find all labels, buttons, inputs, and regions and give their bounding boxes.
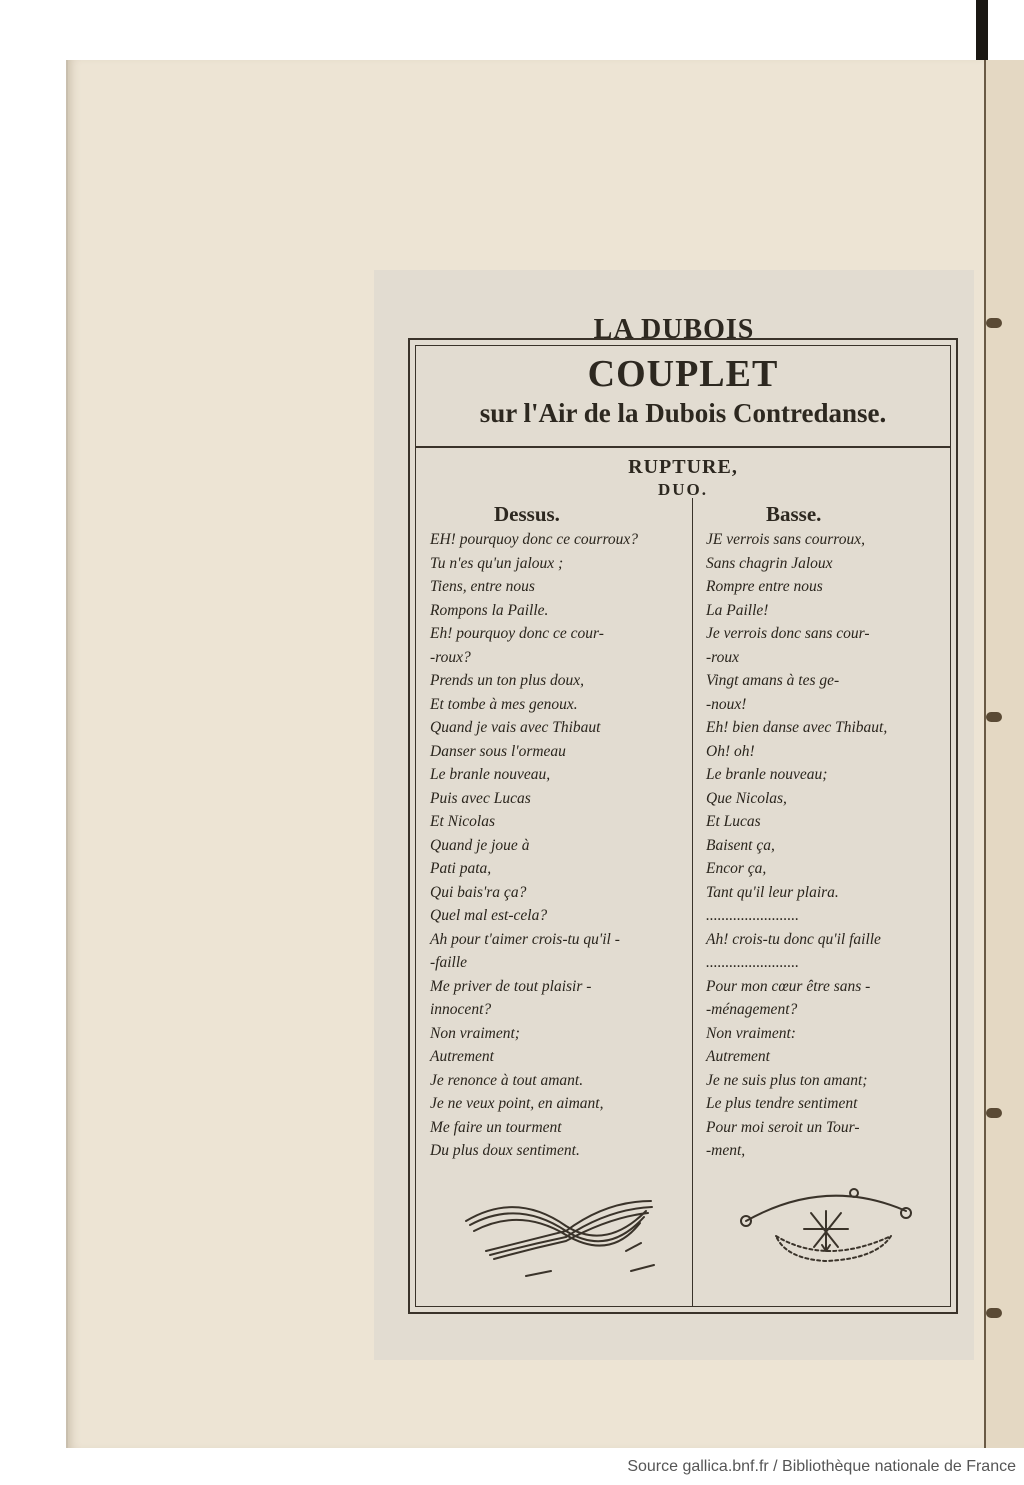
verse-line: Le branle nouveau, xyxy=(430,766,551,783)
verse-line: ........................ xyxy=(706,907,799,924)
verse-line: Quand je joue à xyxy=(430,836,530,854)
verse-line: Tiens, entre nous xyxy=(430,578,535,595)
crossed-straw-ornament-icon xyxy=(456,1181,666,1281)
verse-line: Puis avec Lucas xyxy=(430,789,531,807)
engraved-plate xyxy=(374,270,974,1360)
verse-line: Quel mal est-cela? xyxy=(430,907,548,924)
plate-frame-inner xyxy=(415,345,951,1307)
verse-line: Qui bais'ra ça? xyxy=(430,883,527,901)
verse-line: -faille xyxy=(430,954,468,971)
verse-line: Pour moi seroit un Tour- xyxy=(706,1118,860,1136)
verse-line: La Paille! xyxy=(706,601,769,619)
verse-line: Je ne suis plus ton amant; xyxy=(706,1071,868,1089)
left-column-heading: Dessus. xyxy=(494,502,560,526)
section-title: RUPTURE, xyxy=(628,456,738,478)
verse-line: -ment, xyxy=(706,1142,746,1159)
verse-line: Le plus tendre sentiment xyxy=(706,1095,858,1112)
verse-line: Quand je vais avec Thibaut xyxy=(430,719,601,736)
verse-line: EH! pourquoy donc ce courroux? xyxy=(430,531,639,548)
verse-line: Ah pour t'aimer crois-tu qu'il - xyxy=(430,930,620,948)
verse-line: Ah! crois-tu donc qu'il faille xyxy=(706,930,881,948)
verse-line: Sans chagrin Jaloux xyxy=(706,554,833,572)
verse-line: Tu n'es qu'un jaloux ; xyxy=(430,554,564,572)
verse-line: Me faire un tourment xyxy=(430,1118,562,1136)
verse-line: JE verrois sans courroux, xyxy=(706,531,865,548)
heading-box xyxy=(416,346,950,448)
verse-line: -noux! xyxy=(706,695,747,713)
verse-line: Non vraiment: xyxy=(706,1024,796,1042)
verse-line: Oh! oh! xyxy=(706,742,755,760)
verse-line: Je renonce à tout amant. xyxy=(430,1071,584,1089)
verse-line: -roux xyxy=(706,648,739,666)
verse-line: Tant qu'il leur plaira. xyxy=(706,883,839,901)
verse-line: Baisent ça, xyxy=(706,836,775,854)
binding-stitch xyxy=(986,1308,1002,1318)
plate-title: LA DUBOIS xyxy=(593,314,755,345)
right-column-heading: Basse. xyxy=(766,502,822,526)
couplet-heading: COUPLET xyxy=(587,353,779,395)
section-subtitle: DUO. xyxy=(657,480,709,499)
verse-line: Le branle nouveau; xyxy=(706,766,828,783)
verse-line: Danser sous l'ormeau xyxy=(430,742,566,760)
verse-line: Prends un ton plus doux, xyxy=(430,672,584,689)
verse-line: -ménagement? xyxy=(706,1001,798,1018)
verse-line: Me priver de tout plaisir - xyxy=(430,977,592,995)
verse-line: Autrement xyxy=(430,1048,494,1065)
binding-stitch xyxy=(986,712,1002,722)
quiver-arrows-ornament-icon xyxy=(726,1181,926,1271)
adjacent-page-edge xyxy=(984,60,1024,1448)
binding-stitch xyxy=(986,1108,1002,1118)
verse-line: Et Lucas xyxy=(706,813,761,830)
verse-line: -roux? xyxy=(430,648,471,666)
plate-frame xyxy=(408,338,958,1314)
verse-line: Eh! pourquoy donc ce cour- xyxy=(430,625,604,642)
left-column-lines xyxy=(430,528,638,1163)
verse-line: Je ne veux point, en aimant, xyxy=(430,1095,604,1112)
verse-line: Et tombe à mes genoux. xyxy=(430,695,578,713)
verse-line: Rompre entre nous xyxy=(706,578,823,595)
page-sheet xyxy=(66,60,986,1448)
verse-line: Eh! bien danse avec Thibaut, xyxy=(706,719,888,736)
verse-line: Non vraiment; xyxy=(430,1024,520,1042)
verse-line: Et Nicolas xyxy=(430,813,496,830)
verse-line: Rompons la Paille. xyxy=(430,601,549,619)
right-column-lines xyxy=(706,528,887,1163)
verse-line: ........................ xyxy=(706,954,799,971)
verse-line: Que Nicolas, xyxy=(706,789,787,807)
column-divider xyxy=(692,498,693,1306)
verse-line: Pati pata, xyxy=(430,860,492,877)
verse-line: Autrement xyxy=(706,1048,770,1065)
verse-line: Vingt amans à tes ge- xyxy=(706,672,840,689)
verse-line: Encor ça, xyxy=(706,860,767,877)
source-credit: Source gallica.bnf.fr / Bibliothèque nationale de France xyxy=(627,1458,1016,1475)
verse-line: innocent? xyxy=(430,1001,492,1018)
verse-line: Du plus doux sentiment. xyxy=(430,1142,580,1159)
verse-line: Pour mon cœur être sans - xyxy=(706,977,871,995)
couplet-subheading: sur l'Air de la Dubois Contredanse. xyxy=(479,398,887,428)
binding-stitch xyxy=(986,318,1002,328)
verse-line: Je verrois donc sans cour- xyxy=(706,625,870,642)
